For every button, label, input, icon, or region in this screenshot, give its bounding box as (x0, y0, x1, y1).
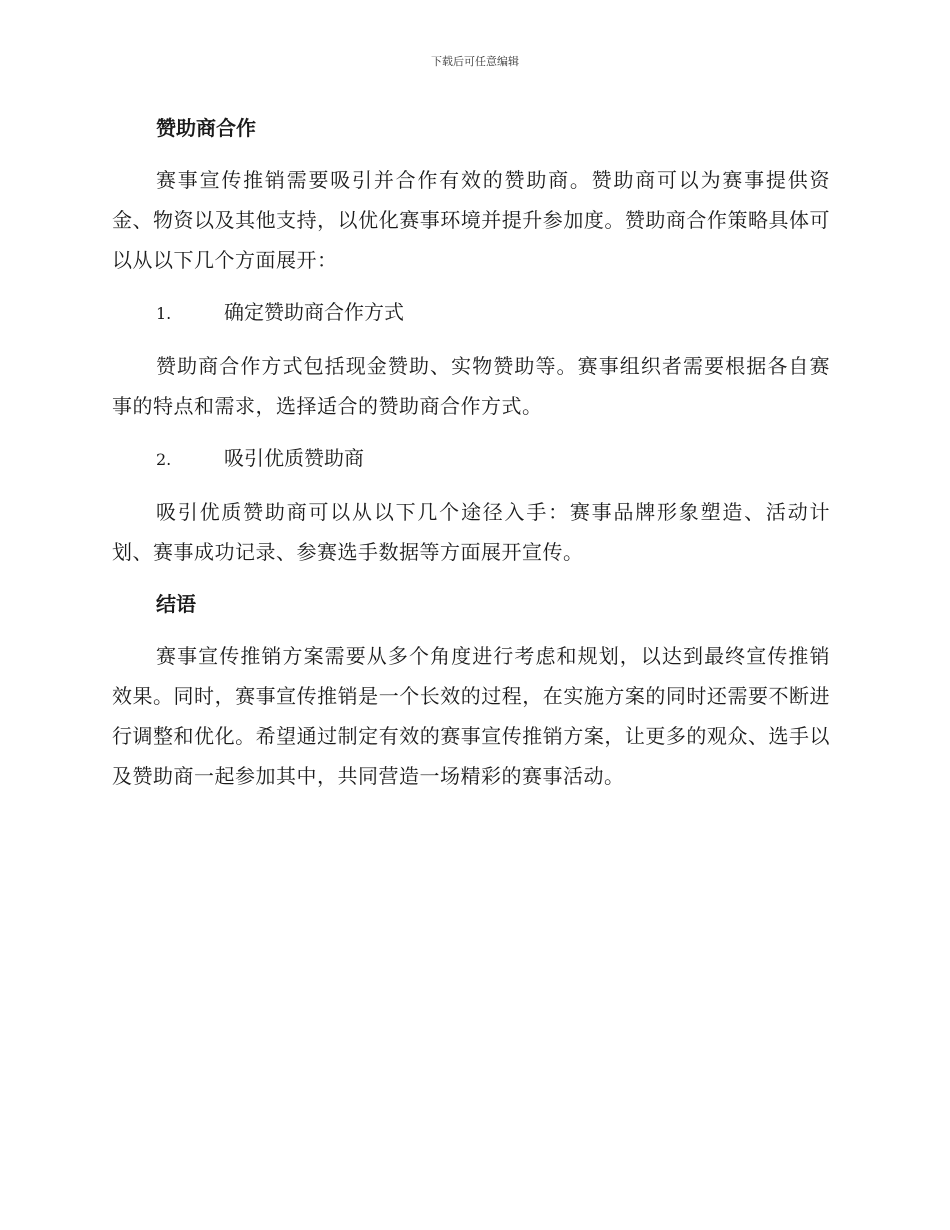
list-item-1 (112, 292, 830, 334)
paragraph-sponsor-intro: 赛事宣传推销需要吸引并合作有效的赞助商。赞助商可以为赛事提供资金、物资以及其他支持，以优化赛事环境并提升参加度。赞助商合作策略具体可以从以下几个方面展开： (112, 168, 830, 272)
section-heading-conclusion: 结语 (156, 592, 196, 616)
paragraph-item-1: 赞助商合作方式包括现金赞助、实物赞助等。赛事组织者需要根据各自赛事的特点和需求，选择适合的赞助商合作方式。 (112, 354, 830, 418)
section-heading-sponsor: 赞助商合作 (156, 116, 256, 140)
document-body (112, 108, 830, 808)
paragraph-item-2: 吸引优质赞助商可以从以下几个途径入手：赛事品牌形象塑造、活动计划、赛事成功记录、参赛选手数据等方面展开宣传。 (112, 500, 830, 564)
list-number: 2. (156, 450, 172, 469)
paragraph-conclusion: 赛事宣传推销方案需要从多个角度进行考虑和规划，以达到最终宣传推销效果。同时，赛事宣传推销是一个长效的过程，在实施方案的同时还需要不断进行调整和优化。希望通过制定有效的赛事宣传推销方案，让更多的观众、选手以及赞助商一起参加其中，共同营造一场精彩的赛事活动。 (112, 644, 830, 788)
list-item-title: 吸引优质赞助商 (224, 446, 364, 470)
header-note: 下载后可任意编辑 (431, 55, 519, 68)
list-item-2 (112, 438, 830, 480)
list-item-title: 确定赞助商合作方式 (224, 300, 404, 324)
list-number: 1. (156, 304, 172, 323)
